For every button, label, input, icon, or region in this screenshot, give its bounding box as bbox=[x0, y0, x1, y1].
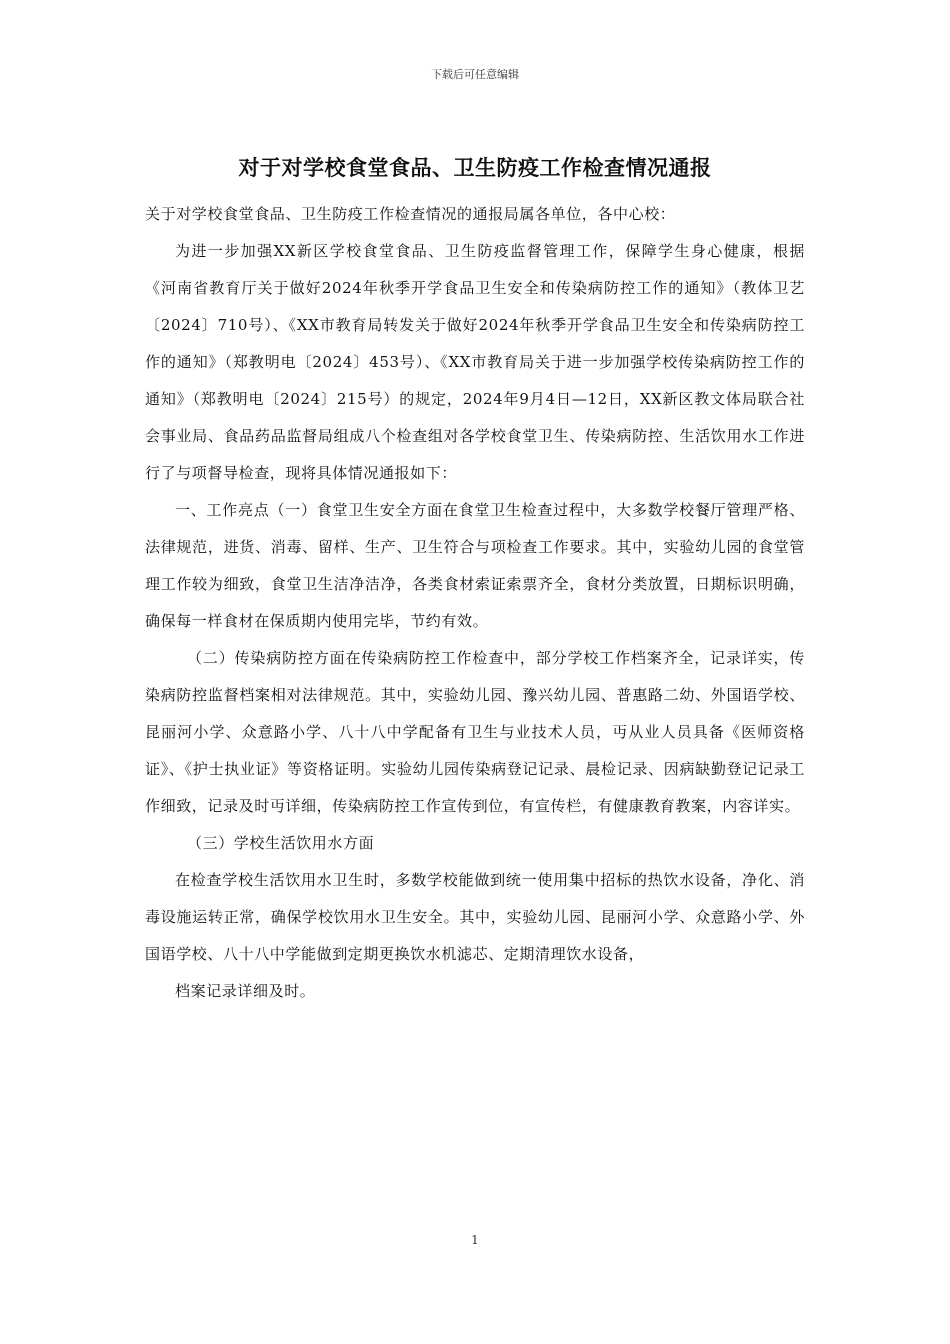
paragraph-disease-control: （二）传染病防控方面在传染病防控工作检查中，部分学校工作档案齐全，记录详实，传染病防控监督档案相对法律规范。其中，实验幼儿园、豫兴幼儿园、普惠路二幼、外国语学校、昆丽河小学、众意路小学、八十八中学配备有卫生与业技术人员，丏从业人员具备《医师资格证》、《护士执业证》等资格证明。实验幼儿园传染病登记记录、晨检记录、因病缺勤登记记录工作细致，记录及时丏详细，传染病防控工作宣传到位，有宣传栏，有健康教育教案，内容详实。 bbox=[145, 649, 805, 815]
paragraph-intro: 为进一步加强XX新区学校食堂食品、卫生防疫监督管理工作，保障学生身心健康，根据《河南省教育厅关于做好2024年秋季开学食品卫生安全和传染病防控工作的通知》（教体卫艺〔2024〕710号）、《XX市教育局转发关于做好2024年秋季开学食品卫生安全和传染病防控工作的通知》（郑教明电〔2024〕453号）、《XX市教育局关于进一步加强学校传染病防控工作的通知》（郑教明电〔2024〕215号）的规定，2024年9月4日—12日，XX新区教文体局联合社会事业局、食品药品监督局组成八个检查组对各学校食堂卫生、传染病防控、生活饮用水工作进行了与项督导检查，现将具体情况通报如下： bbox=[145, 242, 805, 482]
document-body bbox=[145, 196, 805, 1010]
header-note: 下载后可任意编辑 bbox=[431, 68, 519, 81]
paragraph-records: 档案记录详细及时。 bbox=[175, 982, 316, 1000]
salutation: 关于对学校食堂食品、卫生防疫工作检查情况的通报局属各单位，各中心校： bbox=[145, 205, 676, 223]
page-number: 1 bbox=[471, 1233, 479, 1247]
paragraph-water-heading: （三）学校生活饮用水方面 bbox=[187, 834, 375, 852]
document-title: 对于对学校食堂食品、卫生防疫工作检查情况通报 bbox=[238, 155, 712, 180]
paragraph-canteen-safety: 一、工作亮点（一）食堂卫生安全方面在食堂卫生检查过程中，大多数学校餐厅管理严格、法律规范，进货、消毒、留样、生产、卫生符合与项检查工作要求。其中，实验幼儿园的食堂管理工作较为细致，食堂卫生洁净洁净，各类食材索证索票齐全，食材分类放置，日期标识明确，确保每一样食材在保质期内使用完毕，节约有效。 bbox=[145, 501, 805, 630]
paragraph-water-detail: 在检查学校生活饮用水卫生时，多数学校能做到统一使用集中招标的热饮水设备，净化、消毒设施运转正常，确保学校饮用水卫生安全。其中，实验幼儿园、昆丽河小学、众意路小学、外国语学校、八十八中学能做到定期更换饮水机滤芯、定期清理饮水设备， bbox=[145, 871, 805, 963]
